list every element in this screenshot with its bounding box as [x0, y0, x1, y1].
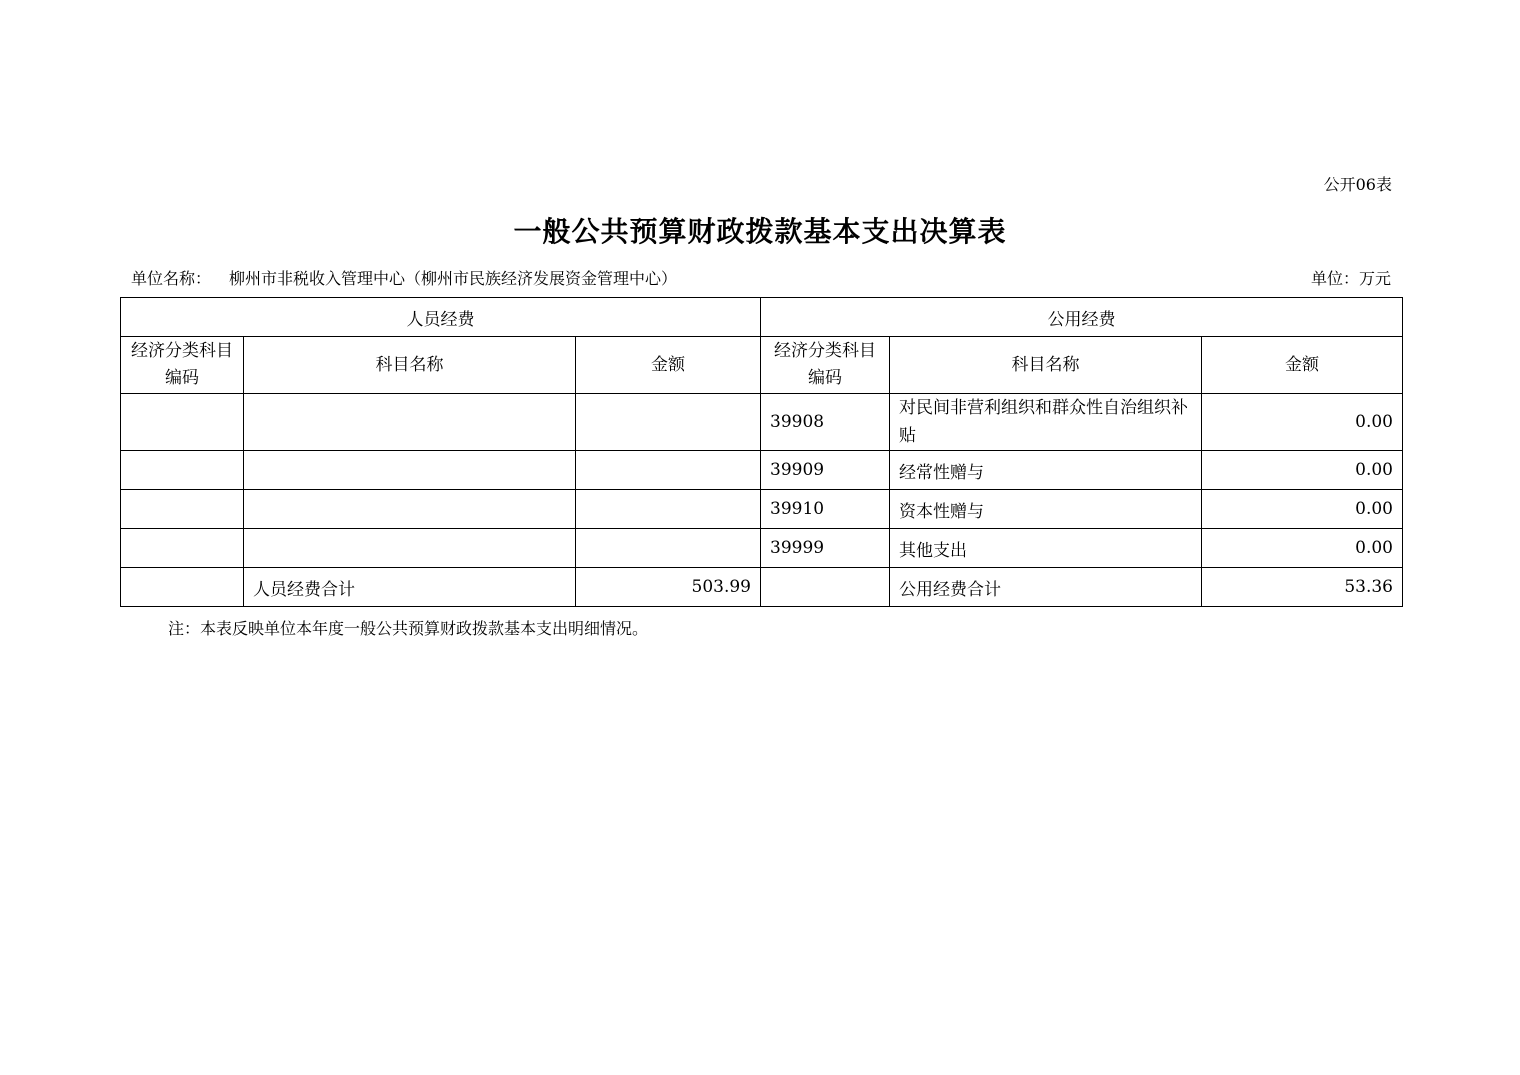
unit-line: [131, 266, 1391, 289]
footnote: 注：本表反映单位本年度一般公共预算财政拨款基本支出明细情况。: [168, 619, 649, 638]
personnel-header: 人员经费: [121, 298, 761, 337]
totals-row: [121, 568, 1403, 607]
personnel-name-header: 科目名称: [244, 337, 576, 394]
personnel-code-cell: [121, 451, 244, 490]
personnel-code-cell: [121, 490, 244, 529]
org-label: 单位名称：: [131, 269, 212, 288]
table-row: [121, 529, 1403, 568]
public-total-amount: 53.36: [1202, 568, 1403, 607]
public-header: 公用经费: [761, 298, 1403, 337]
personnel-name-cell: [244, 490, 576, 529]
public-code-header: [761, 337, 890, 394]
personnel-code-cell: [121, 394, 244, 451]
public-code-cell: 39909: [761, 451, 890, 490]
personnel-total-spacer: [121, 568, 244, 607]
table-row: [121, 490, 1403, 529]
public-code-cell: 39999: [761, 529, 890, 568]
personnel-amount-cell: [576, 529, 761, 568]
personnel-name-cell: [244, 451, 576, 490]
public-amount-header: 金额: [1202, 337, 1403, 394]
public-name-header: 科目名称: [890, 337, 1202, 394]
org-name: 柳州市非税收入管理中心（柳州市民族经济发展资金管理中心）: [229, 269, 678, 288]
personnel-name-cell: [244, 394, 576, 451]
personnel-amount-cell: [576, 451, 761, 490]
table-row: [121, 394, 1403, 451]
currency-unit: 单位：万元: [1310, 269, 1391, 288]
budget-table: [120, 297, 1403, 607]
personnel-code-cell: [121, 529, 244, 568]
personnel-amount-cell: [576, 394, 761, 451]
public-amount-cell: 0.00: [1202, 529, 1403, 568]
personnel-total-label: 人员经费合计: [244, 568, 576, 607]
personnel-name-cell: [244, 529, 576, 568]
code-header-text: 经济分类科目编码: [774, 341, 876, 388]
public-total-spacer: [761, 568, 890, 607]
public-total-label: 公用经费合计: [890, 568, 1202, 607]
public-code-cell: 39908: [761, 394, 890, 451]
public-name-cell: 资本性赠与: [890, 490, 1202, 529]
column-header-row: [121, 337, 1403, 394]
public-amount-cell: 0.00: [1202, 394, 1403, 451]
personnel-total-amount: 503.99: [576, 568, 761, 607]
code-header-text: 经济分类科目编码: [131, 341, 233, 388]
public-amount-cell: 0.00: [1202, 451, 1403, 490]
page-title: 一般公共预算财政拨款基本支出决算表: [513, 215, 1007, 248]
public-name-cell: 对民间非营利组织和群众性自治组织补贴: [890, 394, 1202, 451]
public-code-cell: 39910: [761, 490, 890, 529]
personnel-amount-header: 金额: [576, 337, 761, 394]
public-amount-cell: 0.00: [1202, 490, 1403, 529]
table-row: [121, 451, 1403, 490]
group-header-row: [121, 298, 1403, 337]
personnel-code-header: [121, 337, 244, 394]
public-name-cell: 其他支出: [890, 529, 1202, 568]
public-name-cell: 经常性赠与: [890, 451, 1202, 490]
form-id: 公开06表: [1323, 175, 1392, 194]
personnel-amount-cell: [576, 490, 761, 529]
